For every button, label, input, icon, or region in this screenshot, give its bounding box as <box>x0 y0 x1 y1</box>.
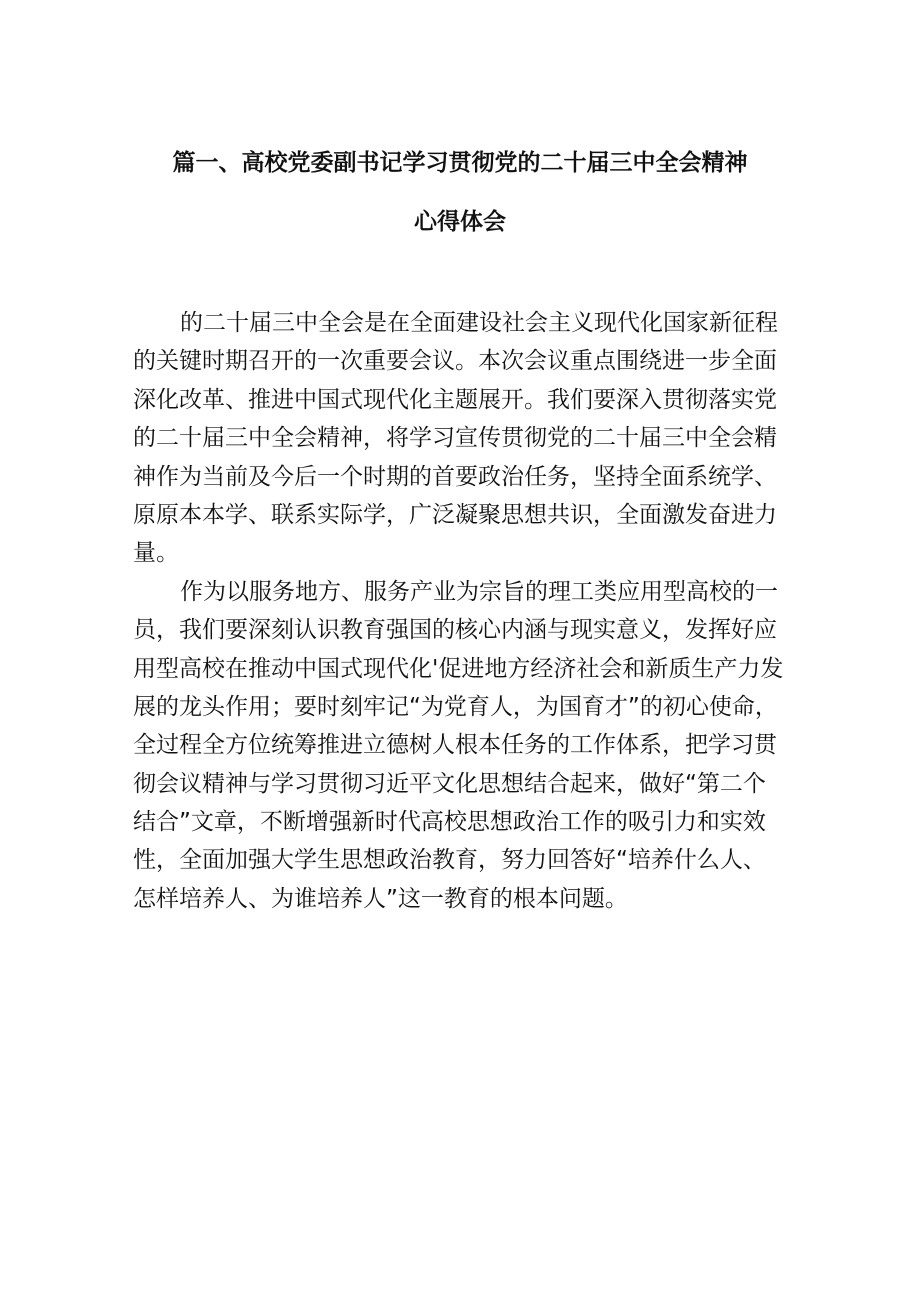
paragraph-1 <box>133 304 793 573</box>
paragraph-1-line: 原原本本学、联系实际学，广泛凝聚思想共识，全面激发奋进力 <box>133 501 777 528</box>
paragraph-2-line: 全过程全方位统筹推进立德树人根本任务的工作体系，把学习贯 <box>133 732 777 759</box>
paragraph-1-line: 神作为当前及今后一个时期的首要政治任务，坚持全面系统学、 <box>133 463 777 490</box>
paragraph-1-line: 的二十届三中全会精神，将学习宣传贯彻党的二十届三中全会精 <box>133 425 777 452</box>
paragraph-2-line: 彻会议精神与学习贯彻习近平文化思想结合起来，做好“第二个 <box>133 770 766 797</box>
document-title-line-1: 篇一、高校党委副书记学习贯彻党的二十届三中全会精神 <box>172 150 748 176</box>
document-title-line-2: 心得体会 <box>414 209 506 235</box>
paragraph-1-line: 量。 <box>133 540 179 567</box>
paragraph-2 <box>133 573 793 919</box>
paragraph-1-line: 深化改革、推进中国式现代化主题展开。我们要深入贯彻落实党 <box>133 386 777 413</box>
paragraph-1-line: 的二十届三中全会是在全面建设社会主义现代化国家新征程 <box>180 310 778 336</box>
document-body <box>133 304 793 918</box>
paragraph-2-line: 怎样培养人、为谁培养人”这一教育的根本问题。 <box>133 885 628 912</box>
paragraph-2-line: 员，我们要深刻认识教育强国的核心内涵与现实意义，发挥好应 <box>133 617 777 644</box>
paragraph-2-line: 展的龙头作用；要时刻牢记“为党育人，为国育才”的初心使命， <box>133 693 778 720</box>
paragraph-2-line: 结合”文章，不断增强新时代高校思想政治工作的吸引力和实效 <box>133 809 766 836</box>
paragraph-1-line: 的关键时期召开的一次重要会议。本次会议重点围绕进一步全面 <box>133 348 777 375</box>
paragraph-2-line: 性，全面加强大学生思想政治教育，努力回答好“培养什么人、 <box>133 847 766 874</box>
paragraph-2-line: 作为以服务地方、服务产业为宗旨的理工类应用型高校的一 <box>180 578 778 605</box>
paragraph-2-line: 用型高校在推动中国式现代化'促进地方经济社会和新质生产力发 <box>133 655 784 682</box>
